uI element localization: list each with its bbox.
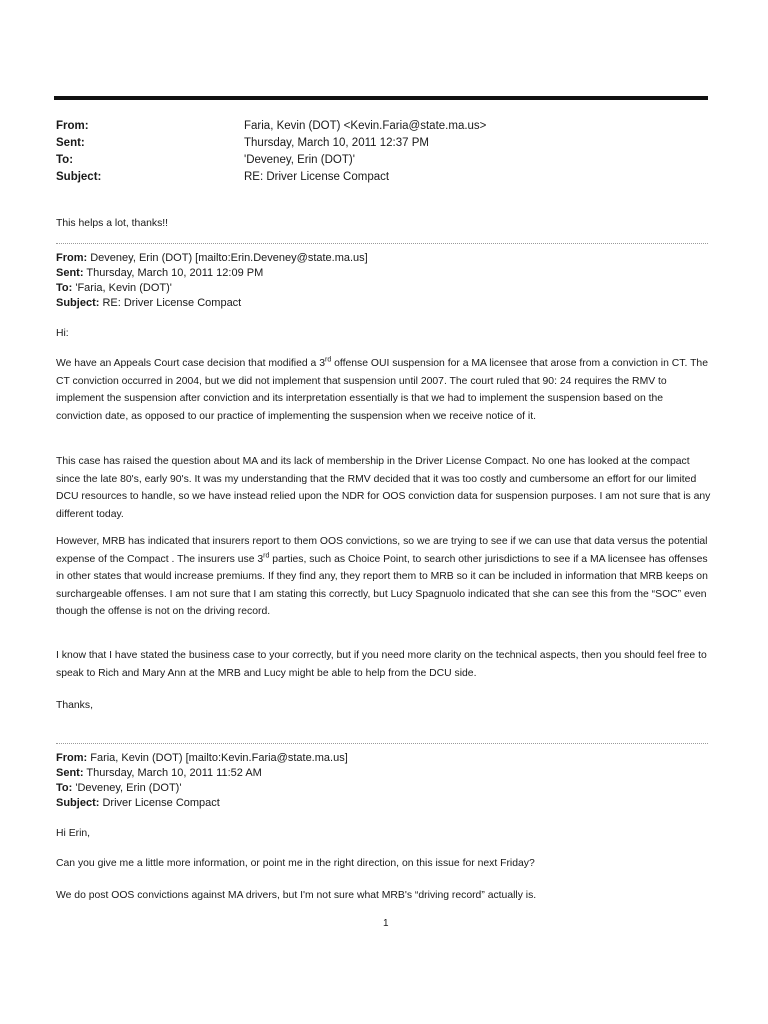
reply-line: This helps a lot, thanks!! — [56, 218, 169, 229]
quoted2-paragraph-2: We do post OOS convictions against MA drivers, but I'm not sure what MRB's “driving record” actually is. — [56, 890, 537, 901]
quoted1-from-label: From: — [56, 252, 88, 264]
quoted1-paragraph-2: This case has raised the question about MA and its lack of membership in the Driver License Compact. No one has looked at the compact since the late 80's, early 90's. It was my understanding that the RMV decided that it was too costly and cumbersome an effort for our limited DCU resources to handle, so we have instead relied upon the NDR for OOS conviction data for suspension purposes. I am not sure that is any different today. — [56, 456, 711, 520]
quoted2-to-row — [56, 781, 706, 796]
from-label: From: — [56, 120, 89, 132]
quoted2-greeting: Hi Erin, — [56, 828, 91, 839]
quoted2-subject-label: Subject: — [56, 797, 100, 809]
quoted2-sent-row — [56, 766, 706, 781]
quoted2-subject-value: Driver License Compact — [102, 797, 220, 809]
quoted1-sent-value: Thursday, March 10, 2011 12:09 PM — [86, 267, 264, 279]
quoted2-to-value: 'Deveney, Erin (DOT)' — [75, 782, 182, 794]
quoted2-from-label: From: — [56, 752, 88, 764]
quote-separator-2 — [56, 743, 708, 744]
quoted1-p1-text-a: We have an Appeals Court case decision that modified a 3 — [56, 358, 325, 369]
subject-value: RE: Driver License Compact — [244, 171, 390, 183]
sent-value: Thursday, March 10, 2011 12:37 PM — [244, 137, 429, 149]
page-number: 1 — [383, 918, 389, 929]
header-subject-row — [56, 169, 706, 186]
quoted-header-2 — [56, 751, 706, 811]
quoted2-sent-value: Thursday, March 10, 2011 11:52 AM — [86, 767, 262, 779]
quoted1-paragraph-4: I know that I have stated the business case to your correctly, but if you need more clarity on the technical aspects, then you should feel free to speak to Rich and Mary Ann at the MRB and Lucy might be able to help from the DCU side. — [56, 650, 707, 679]
quoted1-to-label: To: — [56, 282, 73, 294]
top-rule — [54, 96, 708, 100]
quoted1-paragraph-3 — [56, 533, 711, 621]
quoted1-to-value: 'Faria, Kevin (DOT)' — [75, 282, 172, 294]
quoted2-subject-row — [56, 796, 706, 811]
subject-label: Subject: — [56, 171, 102, 183]
quoted2-from-row — [56, 751, 706, 766]
header-to-row — [56, 152, 706, 169]
quoted1-p3-text-a: However, MRB has indicated that insurers report to them OOS convictions, so we are trying to see if we can use that data versus the potential expense of the Compact . The insurers use 3 — [56, 536, 708, 565]
quoted1-p3-text-b: parties, such as Choice Point, to search other jurisdictions to see if a MA licensee has offenses in other states that would increase premiums. If they find any, they report them to MRB so it can be included in information that MRB keeps on surchargeable offenses. I am not sure that I am stating this correctly, but Lucy Spagnuolo indicated that she can see this from the “SOC” even though the offense is not on the driving record. — [56, 553, 708, 617]
email-header — [56, 118, 706, 186]
quoted1-greeting: Hi: — [56, 328, 69, 339]
quoted1-from-row — [56, 251, 706, 266]
quoted2-sent-label: Sent: — [56, 767, 84, 779]
quoted2-paragraph-1: Can you give me a little more information, or point me in the right direction, on this issue for next Friday? — [56, 858, 535, 869]
quoted1-subject-label: Subject: — [56, 297, 100, 309]
quoted2-from-value: Faria, Kevin (DOT) [mailto:Kevin.Faria@state.ma.us] — [90, 752, 348, 764]
quoted1-sent-row — [56, 266, 706, 281]
quoted2-to-label: To: — [56, 782, 73, 794]
header-from-row — [56, 118, 706, 135]
quoted1-paragraph-1 — [56, 355, 711, 425]
to-label: To: — [56, 154, 74, 166]
quoted1-subject-value: RE: Driver License Compact — [102, 297, 242, 309]
quoted1-subject-row — [56, 296, 706, 311]
quoted-header-1 — [56, 251, 706, 311]
to-value: 'Deveney, Erin (DOT)' — [244, 154, 355, 166]
quoted1-p1-text-b: offense OUI suspension for a MA licensee that arose from a conviction in CT. The CT conviction occurred in 2004, but we did not implement that suspension until 2007. The court ruled that 90: 24 requires the RMV to implement the suspension after conviction and its interpretation essentially is that we had to implement the suspension based on the conviction date, as opposed to our practice of implementing the suspension when we receive notice of it. — [56, 358, 708, 422]
quote-separator — [56, 243, 708, 244]
header-sent-row — [56, 135, 706, 152]
quoted1-from-value: Deveney, Erin (DOT) [mailto:Erin.Deveney@state.ma.us] — [90, 252, 368, 264]
quoted1-signoff: Thanks, — [56, 700, 93, 711]
quoted1-to-row — [56, 281, 706, 296]
from-value: Faria, Kevin (DOT) <Kevin.Faria@state.ma.us> — [244, 120, 487, 132]
quoted1-p3-superscript: rd — [263, 552, 270, 560]
quoted1-sent-label: Sent: — [56, 267, 84, 279]
sent-label: Sent: — [56, 137, 85, 149]
quoted1-p1-superscript: rd — [324, 356, 332, 364]
